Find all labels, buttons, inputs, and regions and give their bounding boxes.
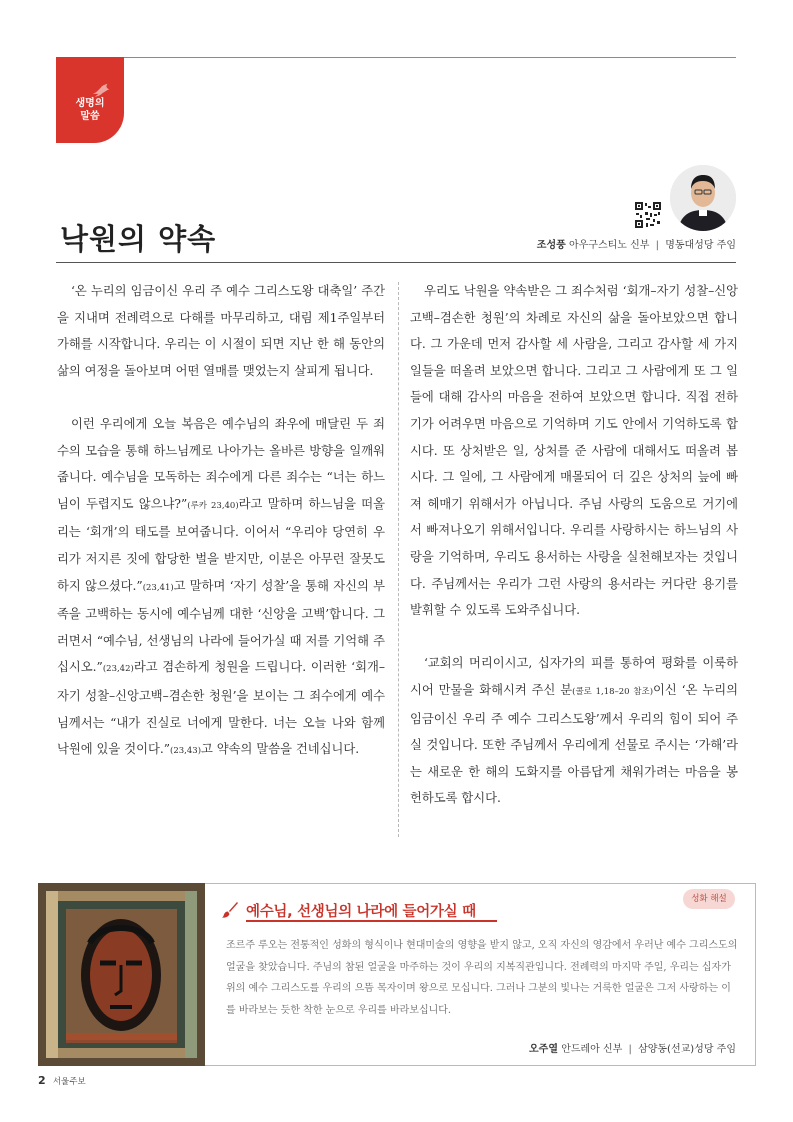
author-parish: 명동대성당 주임 xyxy=(665,240,736,251)
commentary-author-name: 오주열 xyxy=(529,1044,558,1055)
article-column-right xyxy=(410,278,738,838)
citation: (콜로 1,18–20 참조) xyxy=(572,686,654,697)
page-number: 2 xyxy=(38,1074,46,1087)
commentary-tag: 성화 해설 xyxy=(683,889,735,909)
author-avatar xyxy=(670,165,736,231)
text-run: 이신 ‘온 누리의 임금이신 우리 주 예수 그리스도왕’께서 우리의 힘이 되어 주실 것입니다. 또한 주님께서 우리에게 선물로 주시는 ‘가해’라는 새로운 한 해의 도화지를 아름답게 채워가려는 마음을 봉헌하도록 합시다. xyxy=(410,682,738,806)
text-run: ‘온 누리의 임금이신 우리 주 예수 그리스도왕 대축일’ 주간을 지내며 전례력으로 다해를 마무리하고, 대림 제1주일부터 가해를 시작합니다. 우리는 이 시절이 되면 지난 한 해 동안의 삶의 여정을 돌아보며 어떤 열매를 맺었는지 살피게 됩니다. xyxy=(57,284,385,378)
citation: (23,42) xyxy=(102,664,134,675)
article-column-left xyxy=(57,278,385,791)
citation: (23,43) xyxy=(170,746,202,757)
commentary-author-role: 안드레아 신부 xyxy=(561,1044,623,1055)
commentary-title-underline xyxy=(246,920,497,922)
author-role: 아우구스티노 신부 xyxy=(568,240,650,251)
text-run: 고 약속의 말씀을 건네십니다. xyxy=(201,742,360,757)
text-run: ‘교회의 머리이시고, 십자가의 피를 통하여 평화를 이룩하시어 만물을 화해시켜 주신 분 xyxy=(410,656,738,697)
text-run: 이런 우리에게 오늘 복음은 예수님의 좌우에 매달린 두 죄수의 모습을 통해 하느님께로 나아가는 올바른 방향을 일깨워줍니다. 예수님을 모독하는 죄수에게 다른 죄수는 “너는 하느님이 두렵지도 않으냐?” xyxy=(57,416,385,511)
text-run: 고 말하며 ‘자기 성찰’을 통해 자신의 부족을 고백하는 동시에 예수님께 대한 ‘신앙을 고백’합니다. 그러면서 “예수님, 선생님의 나라에 들어가실 때 저를 기억해 주십시오.” xyxy=(57,578,385,675)
commentary-body: 조르주 루오는 전통적인 성화의 형식이나 현대미술의 영향을 받지 않고, 오직 자신의 영감에서 우러난 예수 그리스도의 얼굴을 찾았습니다. 주님의 참된 얼굴을 마주하는 것이 우리의 지복직관입니다. 전례력의 마지막 주일, 우리는 십자가 위의 예수 그리스도를 우리의 으뜸 목자이며 왕으로 모십니다. 그러나 그분의 빛나는 거룩한 얼굴은 그저 사랑하는 이를 바라보는 듯한 착한 눈으로 우리를 바라보십니다. xyxy=(226,940,738,1016)
column-divider xyxy=(398,282,399,837)
author-name: 조성풍 xyxy=(536,240,566,251)
paragraph xyxy=(410,278,738,624)
text-run: 라고 말하며 하느님을 떠올리는 ‘회개’의 태도를 보여줍니다. 이어서 “우리야 당연히 우리가 저지른 짓에 합당한 벌을 받지만, 이분은 아무런 잘못도 하지 않으셨다.” xyxy=(57,496,385,593)
badge-label-line2: 말씀 xyxy=(80,111,100,122)
author-byline xyxy=(537,236,736,251)
badge-label-line1: 생명의 xyxy=(75,98,105,109)
paragraph xyxy=(410,650,738,812)
publication-name: 서울주보 xyxy=(52,1077,86,1087)
citation: (루카 23,40) xyxy=(187,500,239,511)
top-rule xyxy=(56,57,736,58)
paragraph xyxy=(57,411,385,765)
painting-image xyxy=(38,883,205,1066)
title-rule xyxy=(56,262,736,263)
page-footer xyxy=(38,1074,86,1087)
byline-separator: | xyxy=(655,240,659,251)
qr-code-icon[interactable] xyxy=(634,201,662,229)
paragraph xyxy=(57,278,385,384)
section-badge xyxy=(56,57,124,143)
article-title: 낙원의 약속 xyxy=(60,222,217,256)
commentary-title: 예수님, 선생님의 나라에 들어가실 때 xyxy=(246,904,476,920)
brush-icon xyxy=(221,901,239,919)
commentary-author-parish: 삼양동(선교)성당 주임 xyxy=(638,1044,736,1055)
text-run: 우리도 낙원을 약속받은 그 죄수처럼 ‘회개–자기 성찰–신앙고백–겸손한 청원’의 차례로 자신의 삶을 돌아보았으면 합니다. 그 가운데 먼저 감사할 세 사람을, 그리고 감사할 세 가지 일들을 떠올려 보았으면 합니다. 그리고 그 사람에게 또 그 일들에 대해 감사의 마음을 전하여 보았으면 합니다. 직접 전하기가 어려우면 마음으로 기억하며 기도 안에서 기억하도록 합시다. 또 상처받은 일, 상처를 준 사람에 대해서도 떠올려 봅시다. 그 일에, 그 사람에게 매몰되어 더 깊은 상처의 늪에 빠져 헤매기 위해서가 아닙니다. 주님 사랑의 도움으로 거기에서 빠져나오기 위해서입니다. 우리를 사랑하시는 하느님의 사랑을 기억하며, 우리도 용서하는 사랑을 실천해보자는 것입니다. 주님께서는 우리가 그런 사랑의 용서라는 커다란 용기를 발휘할 수 있도록 도와주십니다. xyxy=(410,284,738,618)
commentary-byline xyxy=(529,1040,736,1055)
citation: (23,41) xyxy=(142,582,174,593)
text-run: 라고 겸손하게 청원을 드립니다. 이러한 ‘회개–자기 성찰–신앙고백–겸손한 청원’을 보이는 그 죄수에게 예수님께서는 “내가 진실로 너에게 말한다. 너는 오늘 나와 함께 낙원에 있을 것이다.” xyxy=(57,660,385,757)
byline-separator: | xyxy=(628,1044,632,1055)
